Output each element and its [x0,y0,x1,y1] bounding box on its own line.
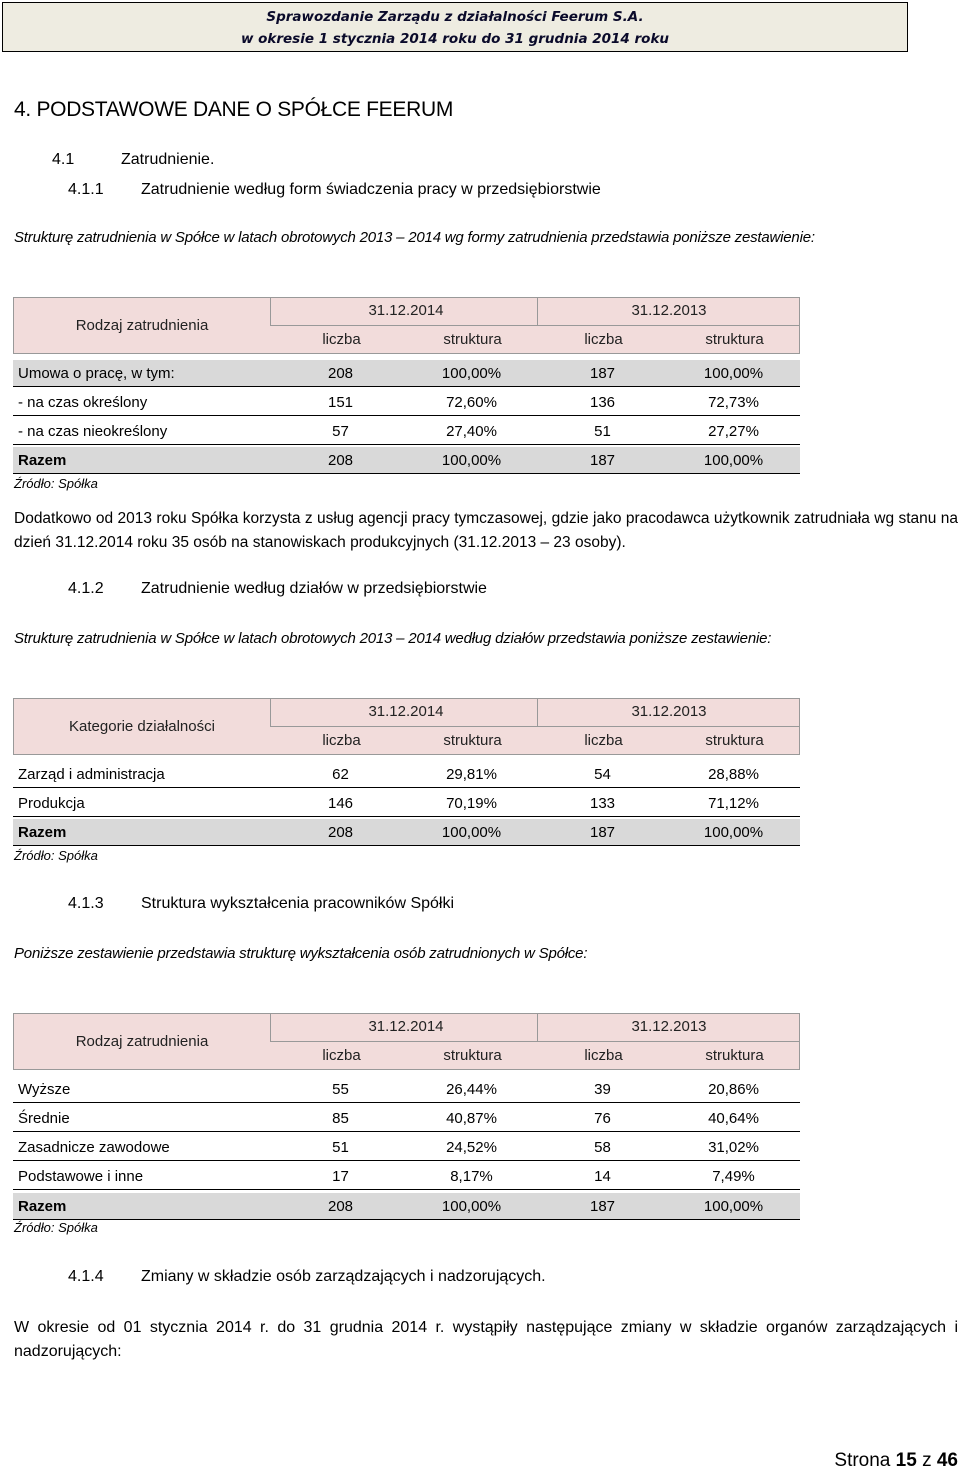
table-header [13,698,800,755]
table-row-total [13,819,800,846]
category-header: Rodzaj zatrudnienia [75,317,209,334]
table-header [13,1013,800,1070]
cell: 100,00% [441,824,502,841]
cell: 27,27% [708,423,759,440]
cell: 51 [594,423,611,440]
row-label: Produkcja [18,795,85,812]
cell: 136 [589,394,616,411]
cell: 7,49% [712,1168,755,1185]
row-label: Razem [18,1198,67,1215]
cell: 208 [327,452,354,469]
subsection-4-1-3-title: Struktura wykształcenia pracowników Spółki [141,895,455,912]
col-structure-2014: struktura [443,1047,502,1064]
subsection-4-1-title: Zatrudnienie. [121,151,215,168]
table2-source: Źródło: Spółka [14,848,98,863]
cell: 57 [332,423,349,440]
cell: 100,00% [703,365,764,382]
year-2014-header: 31.12.2014 [368,703,444,720]
table-row [13,761,800,788]
row-label: Zasadnicze zawodowe [18,1139,170,1156]
year-2014-header: 31.12.2014 [368,302,444,319]
table-row [13,389,800,416]
cell: 151 [327,394,354,411]
row-label: Razem [18,452,67,469]
page-prefix: Strona [834,1450,891,1471]
employment-form-table [13,297,800,473]
page-mid: z [922,1450,932,1471]
year-2013-header: 31.12.2013 [631,302,707,319]
col-structure-2014: struktura [443,732,502,749]
cell: 28,88% [708,766,759,783]
cell: 146 [327,795,354,812]
cell: 27,40% [446,423,497,440]
cell: 51 [332,1139,349,1156]
col-count-2013: liczba [584,331,623,348]
cell: 100,00% [703,824,764,841]
table-row [13,1134,800,1161]
table3-intro: Poniższe zestawienie przedstawia strukturę wykształcenia osób zatrudnionych w Spółce: [14,945,588,962]
cell: 76 [594,1110,611,1127]
cell: 39 [594,1081,611,1098]
table-row [13,790,800,817]
cell: 20,86% [708,1081,759,1098]
cell: 8,17% [450,1168,493,1185]
cell: 208 [327,1198,354,1215]
col-structure-2013: struktura [705,1047,764,1064]
cell: 100,00% [441,452,502,469]
col-count-2014: liczba [322,732,361,749]
year-2013-header: 31.12.2013 [631,1018,707,1035]
table1-source: Źródło: Spółka [14,476,98,491]
current-page: 15 [895,1450,917,1471]
cell: 29,81% [446,766,497,783]
cell: 187 [589,452,616,469]
subsection-4-1-2-title: Zatrudnienie według działów w przedsiębiorstwie [141,580,487,597]
col-count-2013: liczba [584,732,623,749]
cell: 72,73% [708,394,759,411]
cell: 71,12% [708,795,759,812]
cell: 187 [589,1198,616,1215]
row-label: Średnie [18,1110,70,1127]
table-row [13,1076,800,1103]
cell: 100,00% [441,365,502,382]
category-header: Kategorie działalności [69,718,215,735]
row-label: Razem [18,824,67,841]
row-label: - na czas określony [18,394,148,411]
cell: 72,60% [446,394,497,411]
cell: 208 [327,824,354,841]
cell: 55 [332,1081,349,1098]
row-label: Zarząd i administracja [18,766,165,783]
header-line-1: Sprawozdanie Zarządu z działalności Feerum S.A. [266,9,644,25]
cell: 100,00% [703,452,764,469]
cell: 58 [594,1139,611,1156]
header-line-2: w okresie 1 stycznia 2014 roku do 31 grudnia 2014 roku [240,31,670,47]
subsection-4-1-4-title: Zmiany w składzie osób zarządzających i nadzorujących. [141,1268,546,1285]
table-row-total [13,447,800,474]
subsection-4-1-4-number: 4.1.4 [68,1268,104,1285]
category-header: Rodzaj zatrudnienia [75,1033,209,1050]
board-changes-paragraph: W okresie od 01 stycznia 2014 r. do 31 grudnia 2014 r. wystąpiły następujące zmiany w składzie organów zarządzających i nadzorujących: [14,1319,958,1360]
subsection-4-1-1-title: Zatrudnienie według form świadczenia pracy w przedsiębiorstwie [141,181,601,198]
table2-intro: Strukturę zatrudnienia w Spółce w latach obrotowych 2013 – 2014 według działów przedstawia poniższe zestawienie: [14,630,772,647]
subsection-4-1-number: 4.1 [52,151,75,168]
table-row [13,1105,800,1132]
cell: 54 [594,766,611,783]
cell: 100,00% [703,1198,764,1215]
cell: 100,00% [441,1198,502,1215]
section-title: 4. PODSTAWOWE DANE O SPÓŁCE FEERUM [14,98,454,121]
row-label: Wyższe [18,1081,71,1098]
col-structure-2013: struktura [705,732,764,749]
cell: 14 [594,1168,611,1185]
table-header [13,297,800,354]
table-row [13,418,800,445]
cell: 40,64% [708,1110,759,1127]
education-table [13,1013,800,1218]
cell: 40,87% [446,1110,497,1127]
cell: 70,19% [446,795,497,812]
table1-intro: Strukturę zatrudnienia w Spółce w latach obrotowych 2013 – 2014 wg formy zatrudnienia przedstawia poniższe zestawienie: [14,229,815,246]
row-label: Umowa o pracę, w tym: [18,365,175,382]
table3-source: Źródło: Spółka [14,1220,98,1235]
cell: 85 [332,1110,349,1127]
document-header [2,2,908,52]
cell: 208 [327,365,354,382]
cell: 31,02% [708,1139,759,1156]
page-number [834,1450,958,1472]
cell: 133 [589,795,616,812]
cell: 187 [589,824,616,841]
cell: 187 [589,365,616,382]
row-label: Podstawowe i inne [18,1168,144,1185]
year-2014-header: 31.12.2014 [368,1018,444,1035]
col-count-2014: liczba [322,331,361,348]
table-row [13,360,800,387]
total-pages: 46 [936,1450,958,1471]
subsection-4-1-1-number: 4.1.1 [68,181,104,198]
department-table [13,698,800,845]
agency-paragraph: Dodatkowo od 2013 roku Spółka korzysta z usług agencji pracy tymczasowej, gdzie jako pracodawca użytkownik zatrudniała wg stanu na dzień 31.12.2014 roku 35 osób na stanowiskach produkcyjnych (31.12.2013 – 23 osoby). [14,510,958,551]
col-count-2014: liczba [322,1047,361,1064]
year-2013-header: 31.12.2013 [631,703,707,720]
col-structure-2013: struktura [705,331,764,348]
row-label: - na czas nieokreślony [18,423,168,440]
subsection-4-1-3-number: 4.1.3 [68,895,104,912]
cell: 24,52% [446,1139,497,1156]
cell: 62 [332,766,349,783]
cell: 26,44% [446,1081,497,1098]
cell: 17 [332,1168,349,1185]
col-count-2013: liczba [584,1047,623,1064]
table-row-total [13,1193,800,1220]
table-row [13,1163,800,1190]
col-structure-2014: struktura [443,331,502,348]
subsection-4-1-2-number: 4.1.2 [68,580,104,597]
